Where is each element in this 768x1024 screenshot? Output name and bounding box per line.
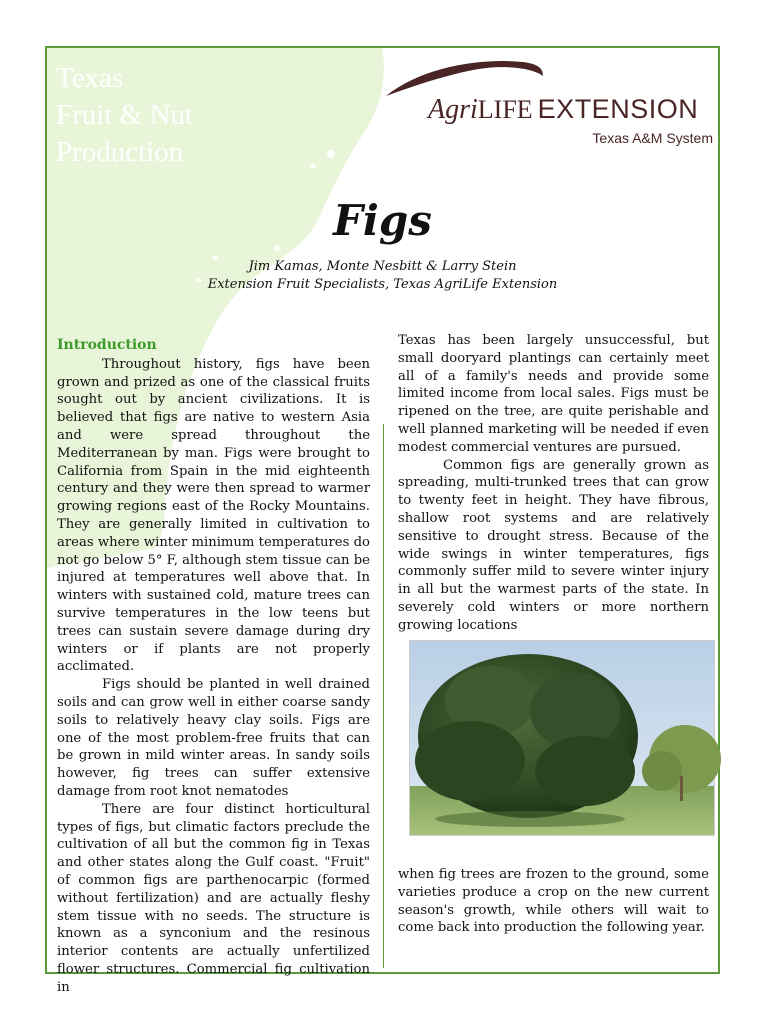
right-column-top	[398, 332, 709, 635]
paragraph: Texas has been largely unsuccessful, but small dooryard plantings can certainly meet all of a family's needs and provide some limited income from local sales. Figs must be ripened on the tree, are quite perishable and well planned marketing will be needed if even modest commercial ventures are pursued.	[398, 333, 709, 455]
column-divider	[383, 424, 384, 968]
byline	[47, 258, 718, 294]
fig-tree-photo	[409, 640, 715, 836]
logo-life: LIFE	[477, 95, 533, 124]
authors: Jim Kamas, Monte Nesbitt & Larry Stein	[248, 259, 517, 274]
right-column-bottom	[398, 866, 709, 937]
logo-extension: EXTENSION	[537, 94, 699, 124]
series-title-line: Production	[56, 136, 184, 168]
series-title-line: Texas	[56, 62, 124, 94]
affiliation: Extension Fruit Specialists, Texas AgriLife Extension	[207, 277, 558, 292]
paragraph: There are four distinct horticultural types of figs, but climatic factors preclude the cultivation of all but the common fig in Texas and other states along the Gulf coast. "Fruit" of common figs are parthenocarpic (formed without fertilization) and are actually fleshy stem tissue with no seeds. The structure is known as a synconium and the resinous interior contents are actually unfertilized flower structures. Commercial fig cultivation in	[57, 801, 370, 995]
page-frame	[45, 46, 720, 995]
series-title-line: Fruit & Nut	[56, 99, 193, 131]
logo-wordmark	[428, 94, 698, 126]
paragraph: Common figs are generally grown as spreading, multi-trunked trees that can grow to twenty feet in height. They have fibrous, shallow root systems and are relatively sensitive to drought stress. Because of the wide swings in winter temperatures, figs commonly suffer mild to severe winter injury in all but the warmest parts of the state. In severely cold winters or more northern growing locations	[398, 457, 709, 633]
logo-agri: Agri	[428, 94, 478, 125]
section-heading: Introduction	[57, 337, 157, 353]
paragraph: Throughout history, figs have been grown and prized as one of the classical fruits sought out by ancient civilizations. It is believed that figs are native to western Asia and were spread throughout the Mediterranean by man. Figs were brought to California from Spain in the mid eighteenth century and they were then spread to warmer growing regions east of the Rocky Mountains. They are generally limited in cultivation to areas where winter minimum temperatures do not go below 5° F, although stem tissue can be injured at temperatures well above that. In winters with sustained cold, mature trees can survive temperatures in the low teens but trees can sustain severe damage during dry winters or if plants are not properly acclimated.	[57, 356, 370, 675]
logo-system: Texas A&M System	[592, 130, 713, 146]
document-title: Figs	[333, 196, 432, 245]
paragraph: Figs should be planted in well drained soils and can grow well in either coarse sandy soils to relatively heavy clay soils. Figs are one of the most problem-free fruits that can be grown in mild winter areas. In sandy soils however, fig trees can suffer extensive damage from root knot nematodes	[57, 677, 370, 799]
left-column	[57, 337, 370, 996]
agrilife-logo	[383, 56, 718, 151]
series-title	[56, 60, 276, 171]
paragraph: when fig trees are frozen to the ground, some varieties produce a crop on the new current season's growth, while others will wait to come back into production the following year.	[398, 867, 709, 936]
